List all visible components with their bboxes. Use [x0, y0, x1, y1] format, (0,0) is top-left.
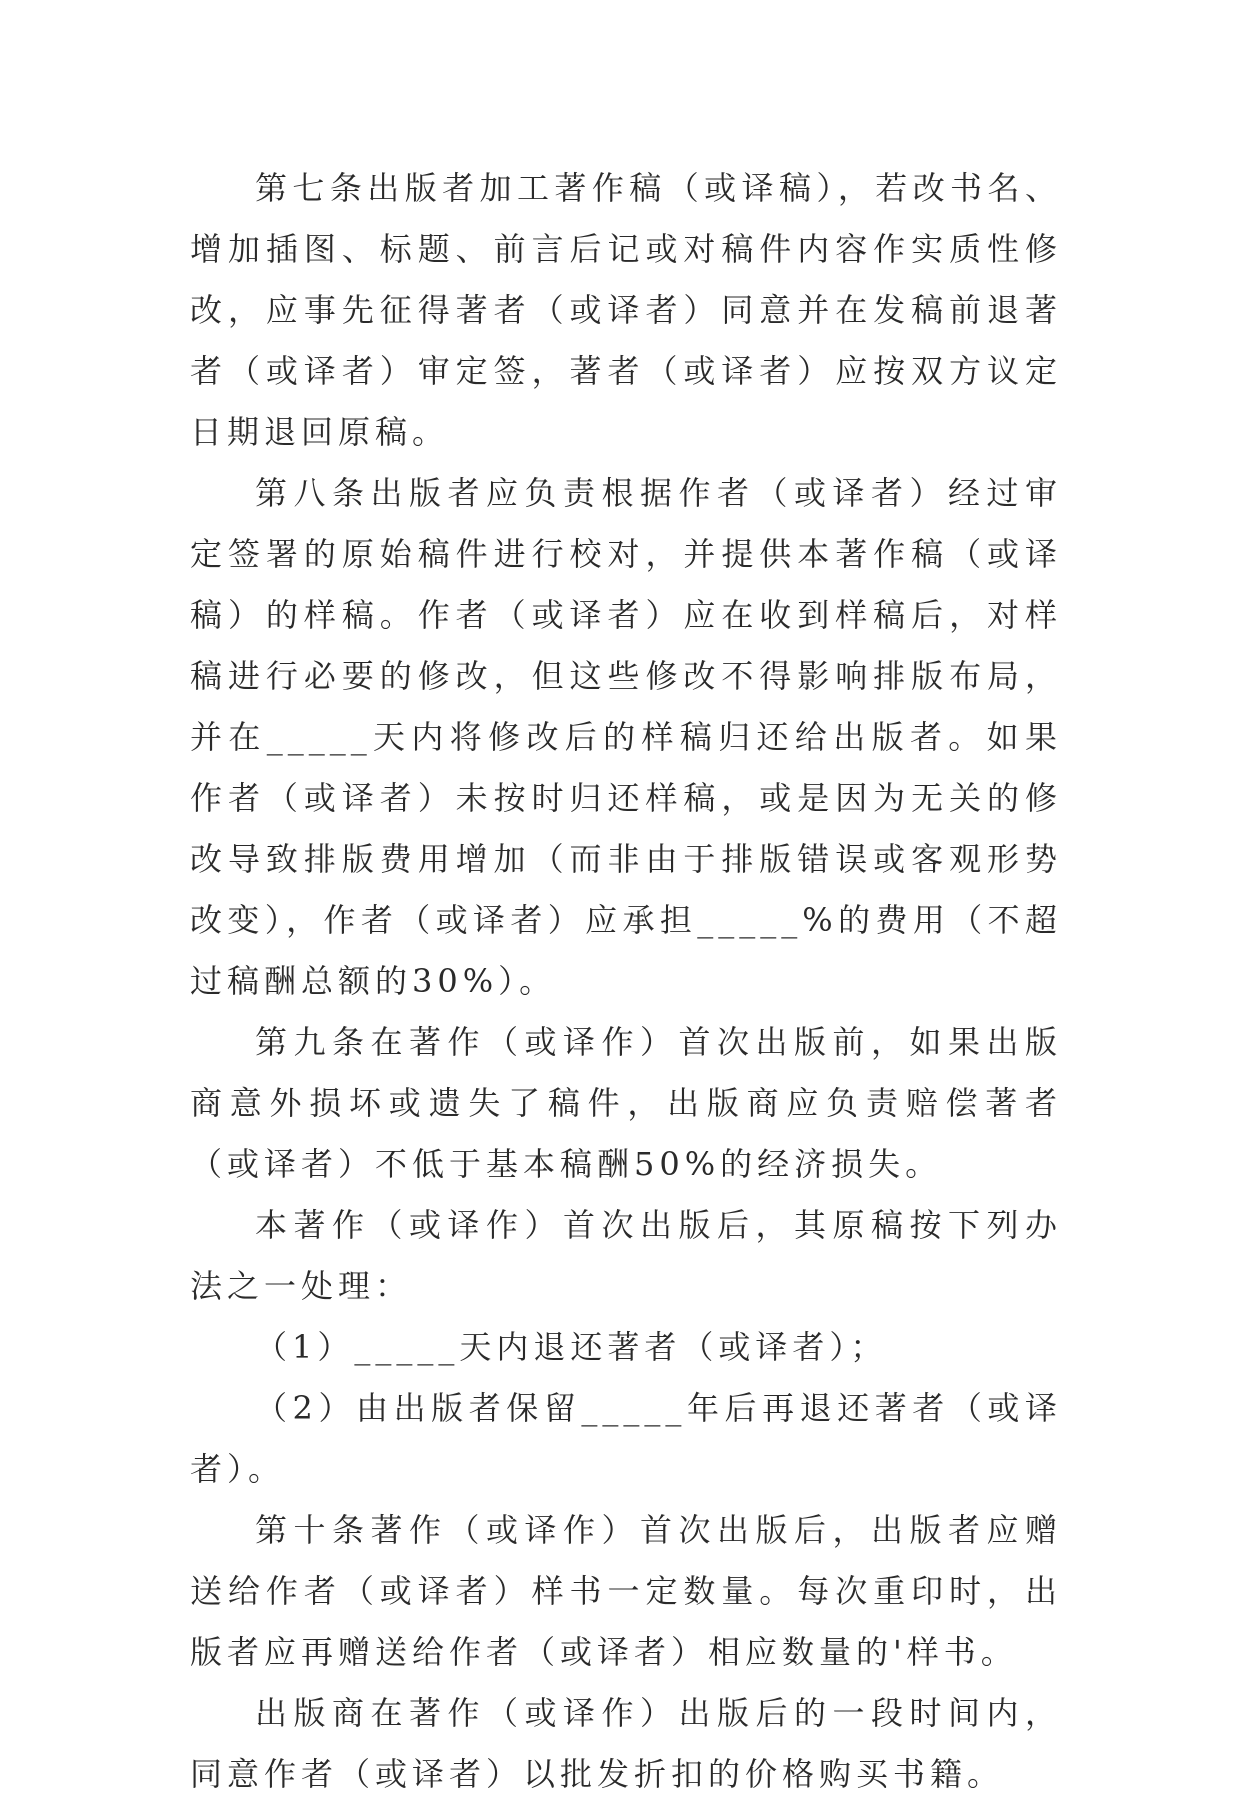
- paragraph-article-9: 第九条在著作（或译作）首次出版前，如果出版商意外损坏或遗失了稿件，出版商应负责赔偿著者（或译者）不低于基本稿酬50%的经济损失。: [190, 1023, 1062, 1183]
- paragraph-manuscript-handling: 本著作（或译作）首次出版后，其原稿按下列办法之一处理：: [190, 1206, 1062, 1305]
- paragraph-article-10: 第十条著作（或译作）首次出版后，出版者应赠送给作者（或译者）样书一定数量。每次重印时，出版者应再赠送给作者（或译者）相应数量的'样书。: [190, 1511, 1062, 1671]
- paragraph-wholesale-purchase: 出版商在著作（或译作）出版后的一段时间内，同意作者（或译者）以批发折扣的价格购买书籍。: [190, 1694, 1062, 1793]
- list-item-option-2: （2）由出版者保留_____年后再退还著者（或译者）。: [190, 1389, 1062, 1488]
- document-body: [190, 158, 1062, 1805]
- paragraph-article-8: 第八条出版者应负责根据作者（或译者）经过审定签署的原始稿件进行校对，并提供本著作稿（或译稿）的样稿。作者（或译者）应在收到样稿后，对样稿进行必要的修改，但这些修改不得影响排版布局，并在_____天内将修改后的样稿归还给出版者。如果作者（或译者）未按时归还样稿，或是因为无关的修改导致排版费用增加（而非由于排版错误或客观形势改变），作者（或译者）应承担_____%的费用（不超过稿酬总额的30%）。: [190, 474, 1062, 1000]
- paragraph-article-7: 第七条出版者加工著作稿（或译稿），若改书名、增加插图、标题、前言后记或对稿件内容作实质性修改，应事先征得著者（或译者）同意并在发稿前退著者（或译者）审定签，著者（或译者）应按双方议定日期退回原稿。: [190, 169, 1062, 451]
- list-item-option-1: （1）_____天内退还著者（或译者）；: [255, 1328, 888, 1366]
